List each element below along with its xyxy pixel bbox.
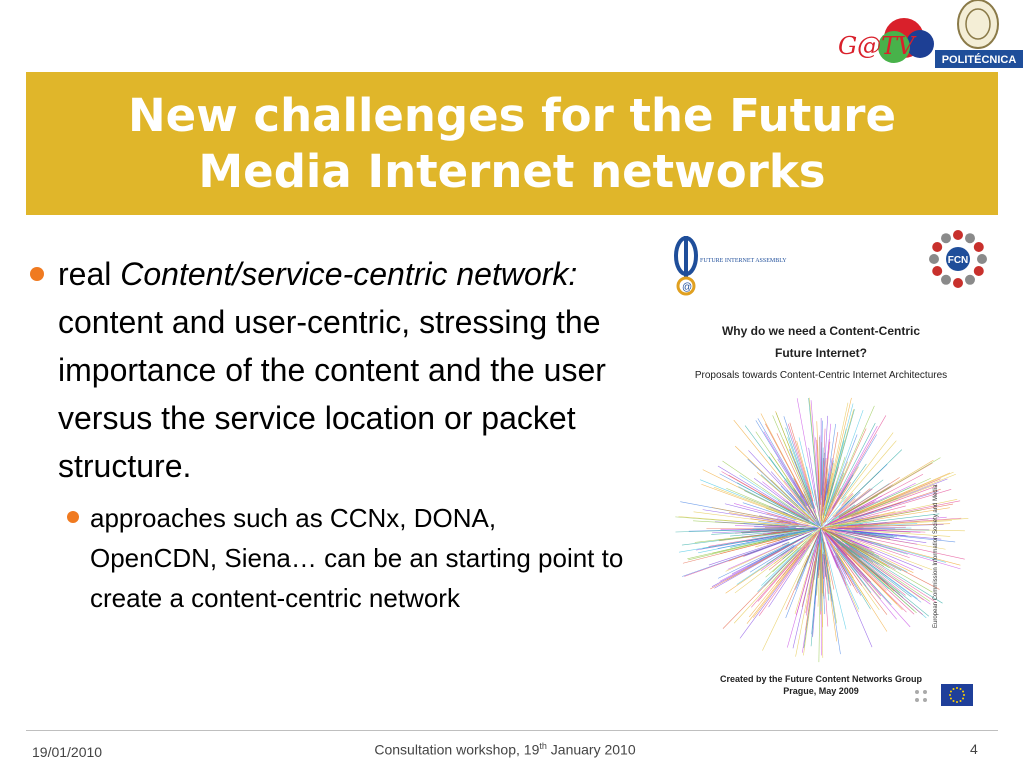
content-centric-poster [663,318,979,710]
footer-event-prefix: Consultation workshop, 19 [374,741,540,758]
footer-event [340,741,670,758]
poster-subtitle: Proposals towards Content-Centric Internet Architectures [694,370,948,381]
network-graph-image [663,388,979,668]
fia-logo-text: FUTURE INTERNET ASSEMBLY [700,258,787,264]
slide-title [62,88,962,200]
bullet-main-prefix: real [58,256,121,292]
bullet-main [30,250,630,490]
title-line-1: New challenges for the Future [128,88,896,142]
bullet-main-italic: Content/service-centric network: [120,256,578,292]
eu-flag-icon [941,684,973,706]
fcn-logo-text: FCN [947,255,969,266]
fcn-logo [925,226,991,292]
bullet-sub-dot-icon [67,511,79,523]
poster-title-line-1: Why do we need a Content-Centric [721,324,920,338]
poster-ec-text: European Commission Information Society and Media [933,484,939,628]
poster-credit-line-2: Prague, May 2009 [783,686,859,696]
eu-dots-icon [911,686,931,706]
gatv-logo-text: G@TV [838,32,915,60]
poster-credit-line-1: Created by the Future Content Networks Group [719,674,923,684]
bullet-dot-icon [30,267,44,281]
future-internet-assembly-logo [670,232,787,298]
title-bar [26,72,998,215]
svg-text:@: @ [682,282,693,293]
bullet-sub [30,498,630,618]
upm-logo-text: POLITÉCNICA [941,54,1017,66]
footer-event-sup: th [539,741,547,751]
footer-event-suffix: January 2010 [546,741,636,758]
page-number: 4 [970,741,978,757]
bullet-main-rest: content and user-centric, stressing the importance of the content and the user versus the service location or packet structure. [58,304,606,484]
slide-content [30,250,630,644]
gatv-logo [836,14,936,66]
bullet-sub-text: approaches such as CCNx, DONA, OpenCDN, Siena… can be an starting point to create a content-centric network [90,503,624,613]
footer-divider [26,730,998,731]
footer-date: 19/01/2010 [32,744,103,760]
poster-title-line-2: Future Internet? [775,346,867,360]
title-line-2: Media Internet networks [198,144,826,198]
upm-logo [932,0,1024,70]
